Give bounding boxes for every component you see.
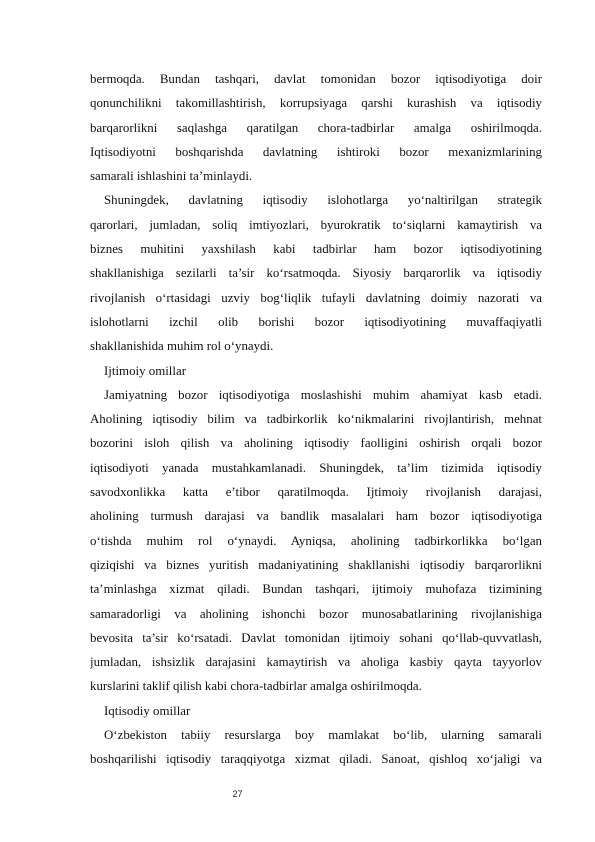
- text-line: bozorini isloh qilish va aholining iqtisodiy faolligini oshirish orqali bozor: [90, 436, 542, 451]
- document-body: [90, 67, 542, 772]
- text-line: jumladan, ishsizlik darajasini kamaytirish va aholiga kasbiy qayta tayyorlov: [90, 655, 542, 670]
- text-line: shakllanishiga sezilarli ta’sir ko‘rsatmoqda. Siyosiy barqarorlik va iqtisodiy: [90, 266, 542, 281]
- text-line: barqarorlikni saqlashga qaratilgan chora-tadbirlar amalga oshirilmoqda.: [90, 120, 542, 135]
- text-line: Shuningdek, davlatning iqtisodiy islohotlarga yo‘naltirilgan strategik: [104, 193, 542, 208]
- text-line: qonunchilikni takomillashtirish, korrupsiyaga qarshi kurashish va iqtisodiy: [90, 96, 542, 111]
- text-line: Aholining iqtisodiy bilim va tadbirkorlik ko‘nikmalarini rivojlantirish, mehnat: [90, 412, 542, 427]
- text-line: qiziqishi va biznes yuritish madaniyatining shakllanishi iqtisodiy barqarorlikni: [90, 557, 542, 572]
- section-heading: Ijtimoiy omillar: [104, 363, 186, 378]
- page-number: 27: [232, 789, 243, 799]
- text-line: ta’minlashga xizmat qiladi. Bundan tashqari, ijtimoiy muhofaza tizimining: [90, 582, 542, 597]
- section-heading: Iqtisodiy omillar: [104, 703, 191, 718]
- text-line: savodxonlikka katta e’tibor qaratilmoqda. Ijtimoiy rivojlanish darajasi,: [90, 485, 542, 500]
- text-line: bermoqda. Bundan tashqari, davlat tomonidan bozor iqtisodiyotiga doir: [90, 72, 542, 86]
- text-line: Iqtisodiyotni boshqarishda davlatning ishtiroki bozor mexanizmlarining: [90, 144, 542, 159]
- text-line: aholining turmush darajasi va bandlik masalalari ham bozor iqtisodiyotiga: [90, 509, 542, 524]
- text-line: O‘zbekiston tabiiy resurslarga boy mamlakat bo‘lib, ularning samarali: [104, 728, 542, 743]
- text-line: o‘tishda muhim rol o‘ynaydi. Ayniqsa, aholining tadbirkorlikka bo‘lgan: [90, 533, 542, 548]
- text-line: bevosita ta’sir ko‘rsatadi. Davlat tomonidan ijtimoiy sohani qo‘llab-quvvatlash,: [90, 630, 542, 645]
- text-line: kurslarini taklif qilish kabi chora-tadbirlar amalga oshirilmoqda.: [90, 679, 422, 694]
- text-line: biznes muhitini yaxshilash kabi tadbirlar ham bozor iqtisodiyotining: [90, 242, 542, 257]
- text-line: samarali ishlashini ta’minlaydi.: [90, 169, 253, 184]
- text-line: iqtisodiyoti yanada mustahkamlanadi. Shuningdek, ta’lim tizimida iqtisodiy: [90, 460, 542, 475]
- text-line: shakllanishida muhim rol o‘ynaydi.: [90, 339, 274, 354]
- text-line: Jamiyatning bozor iqtisodiyotiga moslashishi muhim ahamiyat kasb etadi.: [104, 387, 542, 402]
- text-line: rivojlanish o‘rtasidagi uzviy bog‘liqlik tufayli davlatning doimiy nazorati va: [90, 290, 542, 305]
- text-line: samaradorligi va aholining ishonchi bozor munosabatlarining rivojlanishiga: [90, 606, 542, 621]
- text-line: islohotlarni izchil olib borishi bozor iqtisodiyotining muvaffaqiyatli: [90, 314, 542, 329]
- text-line: boshqarilishi iqtisodiy taraqqiyotga xizmat qiladi. Sanoat, qishloq xo‘jaligi va: [90, 752, 542, 767]
- text-line: qarorlari, jumladan, soliq imtiyozlari, byurokratik to‘siqlarni kamaytirish va: [90, 217, 542, 232]
